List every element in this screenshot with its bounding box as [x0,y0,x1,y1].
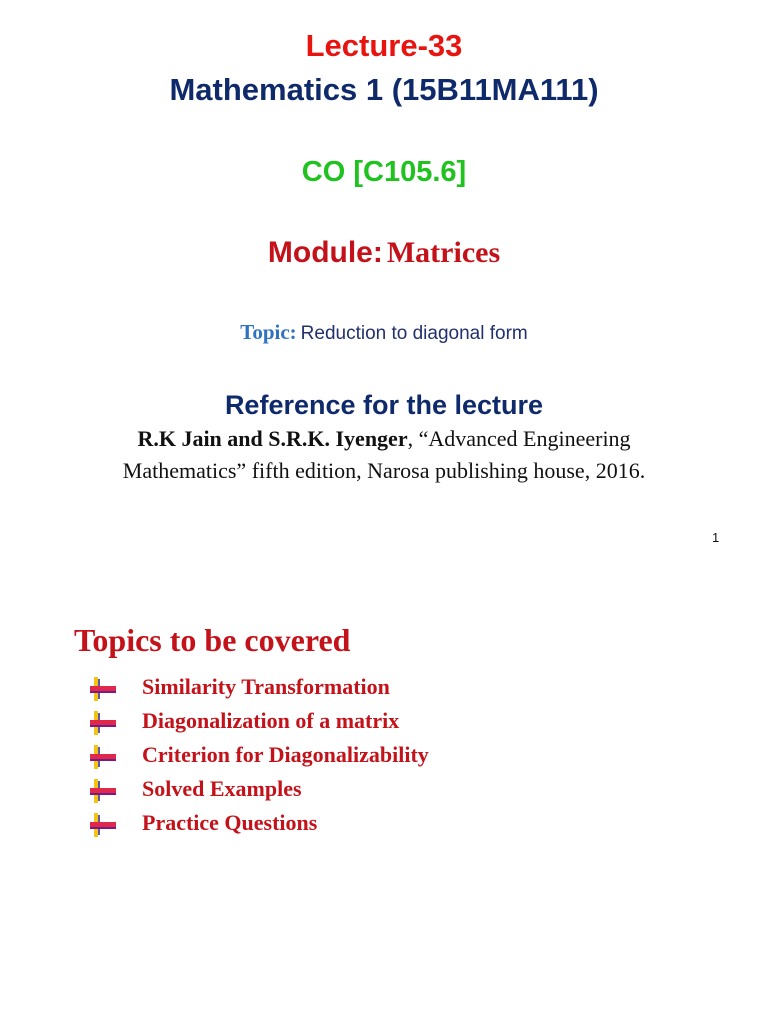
topics-slide [0,590,768,1024]
cross-bullet-icon [90,711,116,735]
reference-heading: Reference for the lecture [224,390,544,420]
cross-bullet-icon [90,779,116,803]
module-label: Module: [267,236,383,269]
topic-item-text: Practice Questions [142,810,318,835]
reference-line-2: Mathematics” fifth edition, Narosa publishing house, 2016. [122,458,646,483]
topic-value: Reduction to diagonal form [300,323,528,344]
topics-heading: Topics to be covered [74,622,351,658]
module-value: Matrices [386,236,501,269]
reference-authors: R.K Jain and S.R.K. Iyenger [137,426,408,451]
cross-bullet-icon [90,745,116,769]
topic-item-text: Similarity Transformation [142,674,390,699]
cross-bullet-icon [90,813,116,837]
course-title: Mathematics 1 (15B11MA111) [169,72,599,107]
reference-line-1 [0,426,768,452]
cross-bullet-icon [90,677,116,701]
topic-item-text: Solved Examples [142,776,302,801]
lecture-title: Lecture-33 [305,28,463,63]
topic-item-text: Diagonalization of a matrix [142,708,400,733]
module-line [0,236,768,270]
course-outcome: CO [C105.6] [301,156,467,188]
page-number: 1 [712,530,720,545]
topic-label: Topic: [240,320,297,344]
reference-title-start: , “Advanced Engineering [407,426,631,451]
topic-item-text: Criterion for Diagonalizability [142,742,429,767]
topic-line [0,320,768,345]
